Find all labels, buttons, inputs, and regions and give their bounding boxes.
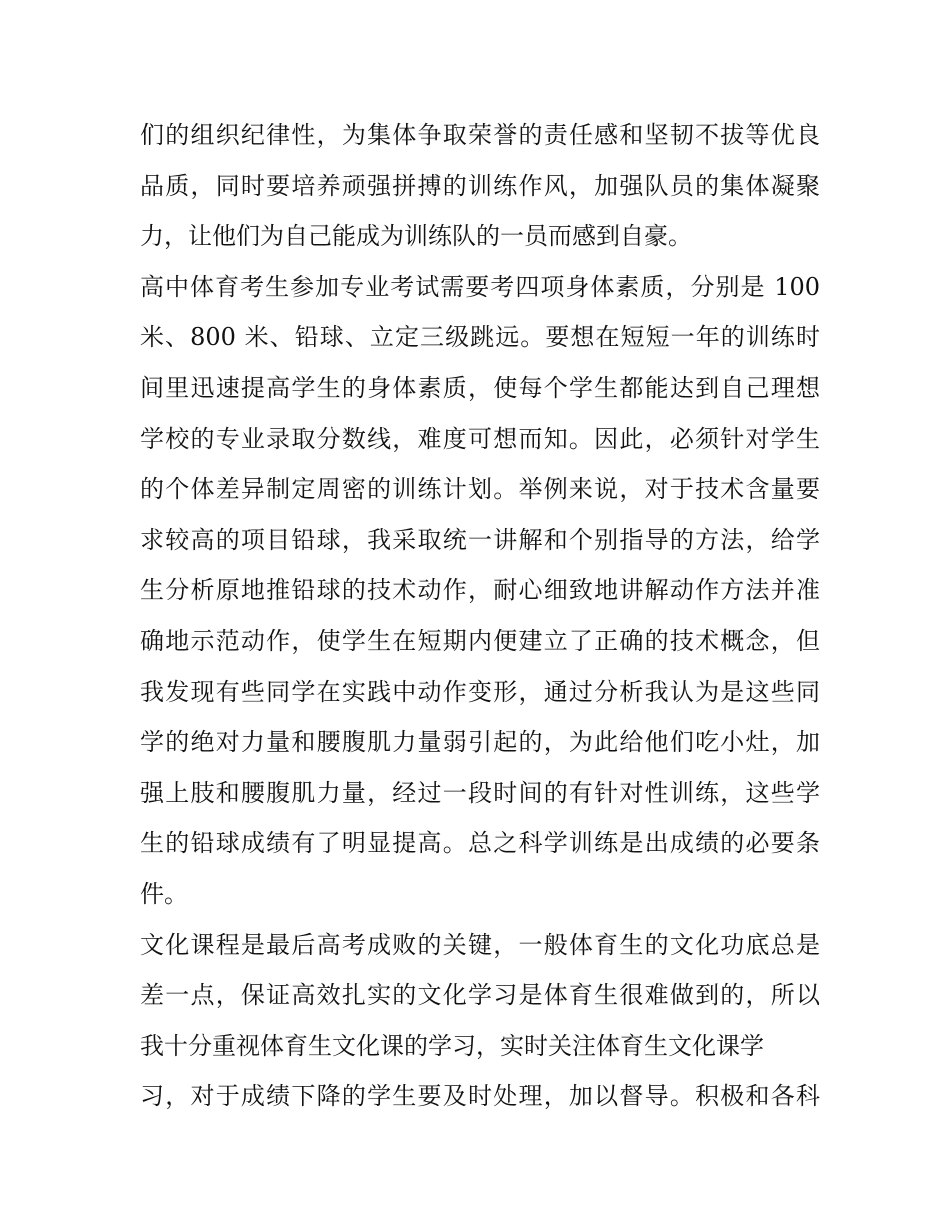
text-line: 确地示范动作，使学生在短期内便建立了正确的技术概念，但 (140, 626, 820, 655)
document-body (140, 110, 820, 1122)
text-line: 我发现有些同学在实践中动作变形，通过分析我认为是这些同 (140, 677, 820, 706)
text-line: 生的铅球成绩有了明显提高。总之科学训练是出成绩的必要条 (140, 829, 820, 858)
text-line: 强上肢和腰腹肌力量，经过一段时间的有针对性训练，这些学 (140, 778, 820, 807)
text-line: 们的组织纪律性，为集体争取荣誉的责任感和坚韧不拔等优良 (140, 121, 820, 149)
text-line: 高中体育考生参加专业考试需要考四项身体素质，分别是 100 (140, 272, 820, 301)
text-line: 我十分重视体育生文化课的学习，实时关注体育生文化课学 (140, 1031, 764, 1060)
text-line: 习，对于成绩下降的学生要及时处理，加以督导。积极和各科 (140, 1082, 820, 1111)
text-line: 生分析原地推铅球的技术动作，耐心细致地讲解动作方法并准 (140, 576, 820, 605)
text-line: 的个体差异制定周密的训练计划。举例来说，对于技术含量要 (140, 475, 820, 504)
paragraph-3 (140, 920, 820, 1122)
paragraph-1 (140, 110, 820, 262)
paragraph-2 (140, 262, 820, 920)
text-line: 米、800 米、铅球、立定三级跳远。要想在短短一年的训练时 (140, 323, 820, 352)
text-line: 力，让他们为自己能成为训练队的一员而感到自豪。 (140, 222, 692, 251)
text-line: 品质，同时要培养顽强拼搏的训练作风，加强队员的集体凝聚 (140, 171, 820, 200)
text-line: 件。 (140, 879, 188, 908)
text-line: 学校的专业录取分数线，难度可想而知。因此，必须针对学生 (140, 424, 820, 453)
text-line: 文化课程是最后高考成败的关键，一般体育生的文化功底总是 (140, 930, 820, 959)
text-line: 求较高的项目铅球，我采取统一讲解和个别指导的方法，给学 (140, 525, 820, 554)
text-line: 学的绝对力量和腰腹肌力量弱引起的，为此给他们吃小灶，加 (140, 728, 820, 757)
text-line: 间里迅速提高学生的身体素质，使每个学生都能达到自己理想 (140, 373, 820, 402)
text-line: 差一点，保证高效扎实的文化学习是体育生很难做到的，所以 (140, 981, 820, 1010)
